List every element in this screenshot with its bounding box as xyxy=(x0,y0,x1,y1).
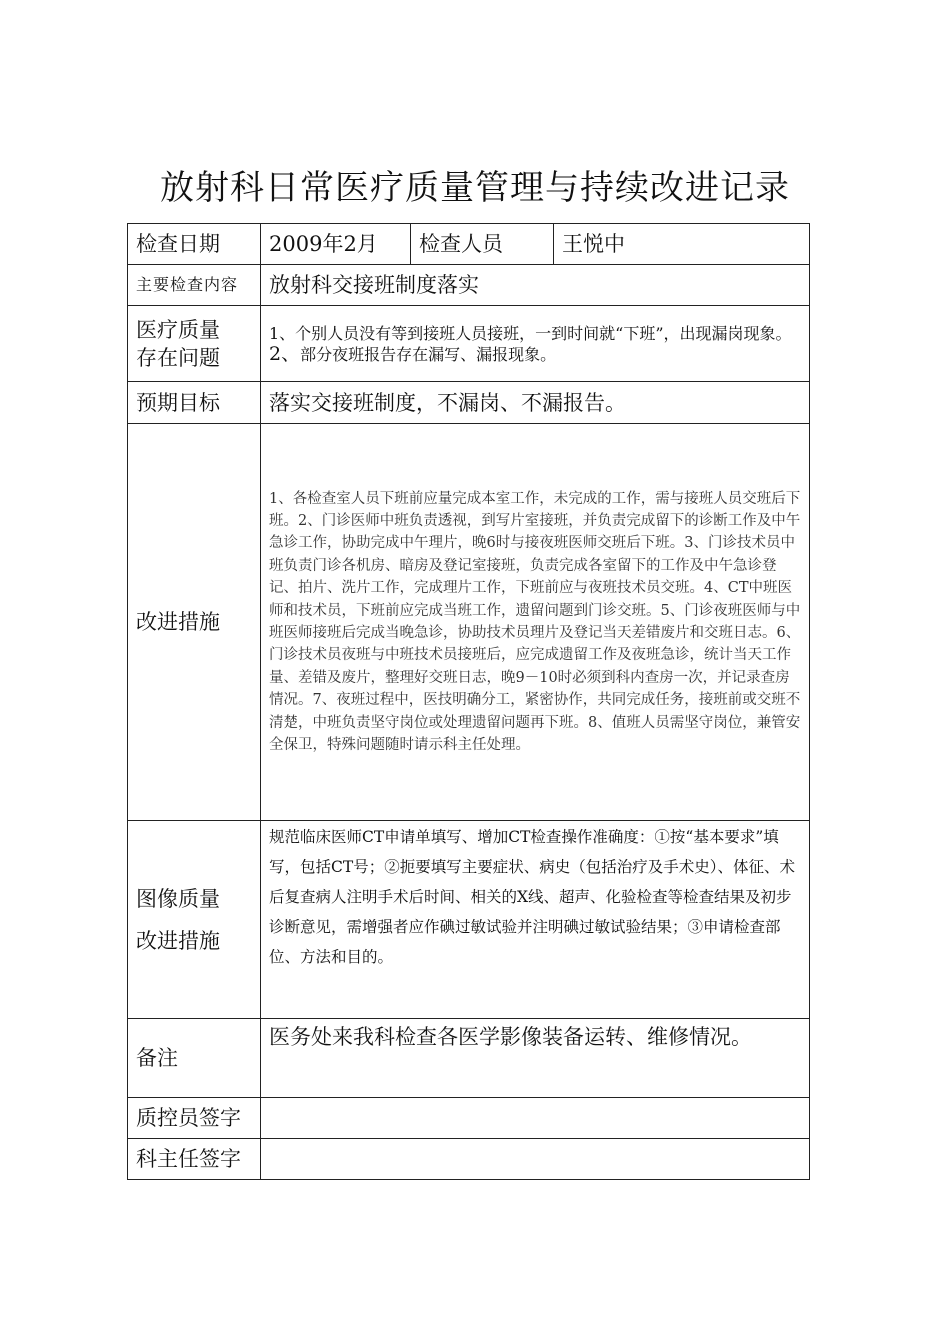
measures-value: 1、各检查室人员下班前应量完成本室工作，未完成的工作，需与接班人员交班后下班。2、门诊医师中班负责透视，到写片室接班，并负责完成留下的诊断工作及中午急诊工作，协助完成中午理片，晚6时与接夜班医师交班后下班。3、门诊技术员中班负责门诊各机房、暗房及登记室接班，负责完成各室留下的工作及中午急诊登记、拍片、洗片工作，完成理片工作，下班前应与夜班技术员交班。4、CT中班医师和技术员，下班前应完成当班工作，遗留问题到门诊交班。5、门诊夜班医师与中班医师接班后完成当晚急诊，协助技术员理片及登记当天差错废片和交班日志。6、门诊技术员夜班与中班技术员接班后，应完成遗留工作及夜班急诊，统计当天工作量、差错及废片，整理好交班日志，晚9－10时必须到科内查房一次，并记录查房情况。7、夜班过程中，医技明确分工，紧密协作，共同完成任务，接班前或交班不清楚，中班负责坚守岗位或处理遗留问题再下班。8、值班人员需坚守岗位，兼管安全保卫，特殊问题随时请示科主任处理。 xyxy=(261,424,810,821)
image-quality-value: 规范临床医师CT申请单填写、增加CT检查操作准确度：①按“基本要求”填写，包括CT号；②扼要填写主要症状、病史（包括治疗及手术史）、体征、术后复查病人注明手术后时间、相关的X线、超声、化验检查等检查结果及初步诊断意见，需增强者应作碘过敏试验并注明碘过敏试验结果；③申请检查部位、方法和目的。 xyxy=(261,821,810,1019)
inspector-label: 检查人员 xyxy=(411,224,554,265)
measures-label: 改进措施 xyxy=(128,424,261,821)
problem-item-2 xyxy=(269,344,801,365)
row-goal xyxy=(128,382,810,424)
main-content-value: 放射科交接班制度落实 xyxy=(261,265,810,306)
row-remarks xyxy=(128,1019,810,1098)
row-qc-sign xyxy=(128,1098,810,1139)
remarks-value: 医务处来我科检查各医学影像装备运转、维修情况。 xyxy=(261,1019,810,1098)
problem-item-2-text: 部分夜班报告存在漏写、漏报现象。 xyxy=(300,344,557,364)
problem-item-1: 1、个别人员没有等到接班人员接班，一到时间就“下班”，出现漏岗现象。 xyxy=(269,323,792,343)
main-content-label: 主要检查内容 xyxy=(128,265,261,306)
date-label: 检查日期 xyxy=(128,224,261,265)
problem-item-2-number: 2、 xyxy=(269,342,301,365)
qc-sign-label: 质控员签字 xyxy=(128,1098,261,1139)
image-quality-label-line2: 改进措施 xyxy=(136,928,220,953)
problems-label-line2: 存在问题 xyxy=(136,345,220,370)
image-quality-label xyxy=(128,821,261,1019)
row-measures xyxy=(128,424,810,821)
inspector-value: 王悦中 xyxy=(554,224,810,265)
problems-label xyxy=(128,306,261,382)
row-main-content xyxy=(128,265,810,306)
goal-value: 落实交接班制度，不漏岗、不漏报告。 xyxy=(261,382,810,424)
goal-label: 预期目标 xyxy=(128,382,261,424)
image-quality-label-line1: 图像质量 xyxy=(136,886,220,911)
row-date-inspector xyxy=(128,224,810,265)
row-image-quality xyxy=(128,821,810,1019)
date-value: 2009年2月 xyxy=(261,224,411,265)
row-problems xyxy=(128,306,810,382)
row-director-sign xyxy=(128,1139,810,1180)
remarks-label: 备注 xyxy=(128,1019,261,1098)
problems-label-line1: 医疗质量 xyxy=(136,317,220,342)
page-title: 放射科日常医疗质量管理与持续改进记录 xyxy=(160,168,790,208)
qc-sign-value xyxy=(261,1098,810,1139)
director-sign-value xyxy=(261,1139,810,1180)
record-form xyxy=(127,223,810,1180)
director-sign-label: 科主任签字 xyxy=(128,1139,261,1180)
problems-value xyxy=(261,306,810,382)
